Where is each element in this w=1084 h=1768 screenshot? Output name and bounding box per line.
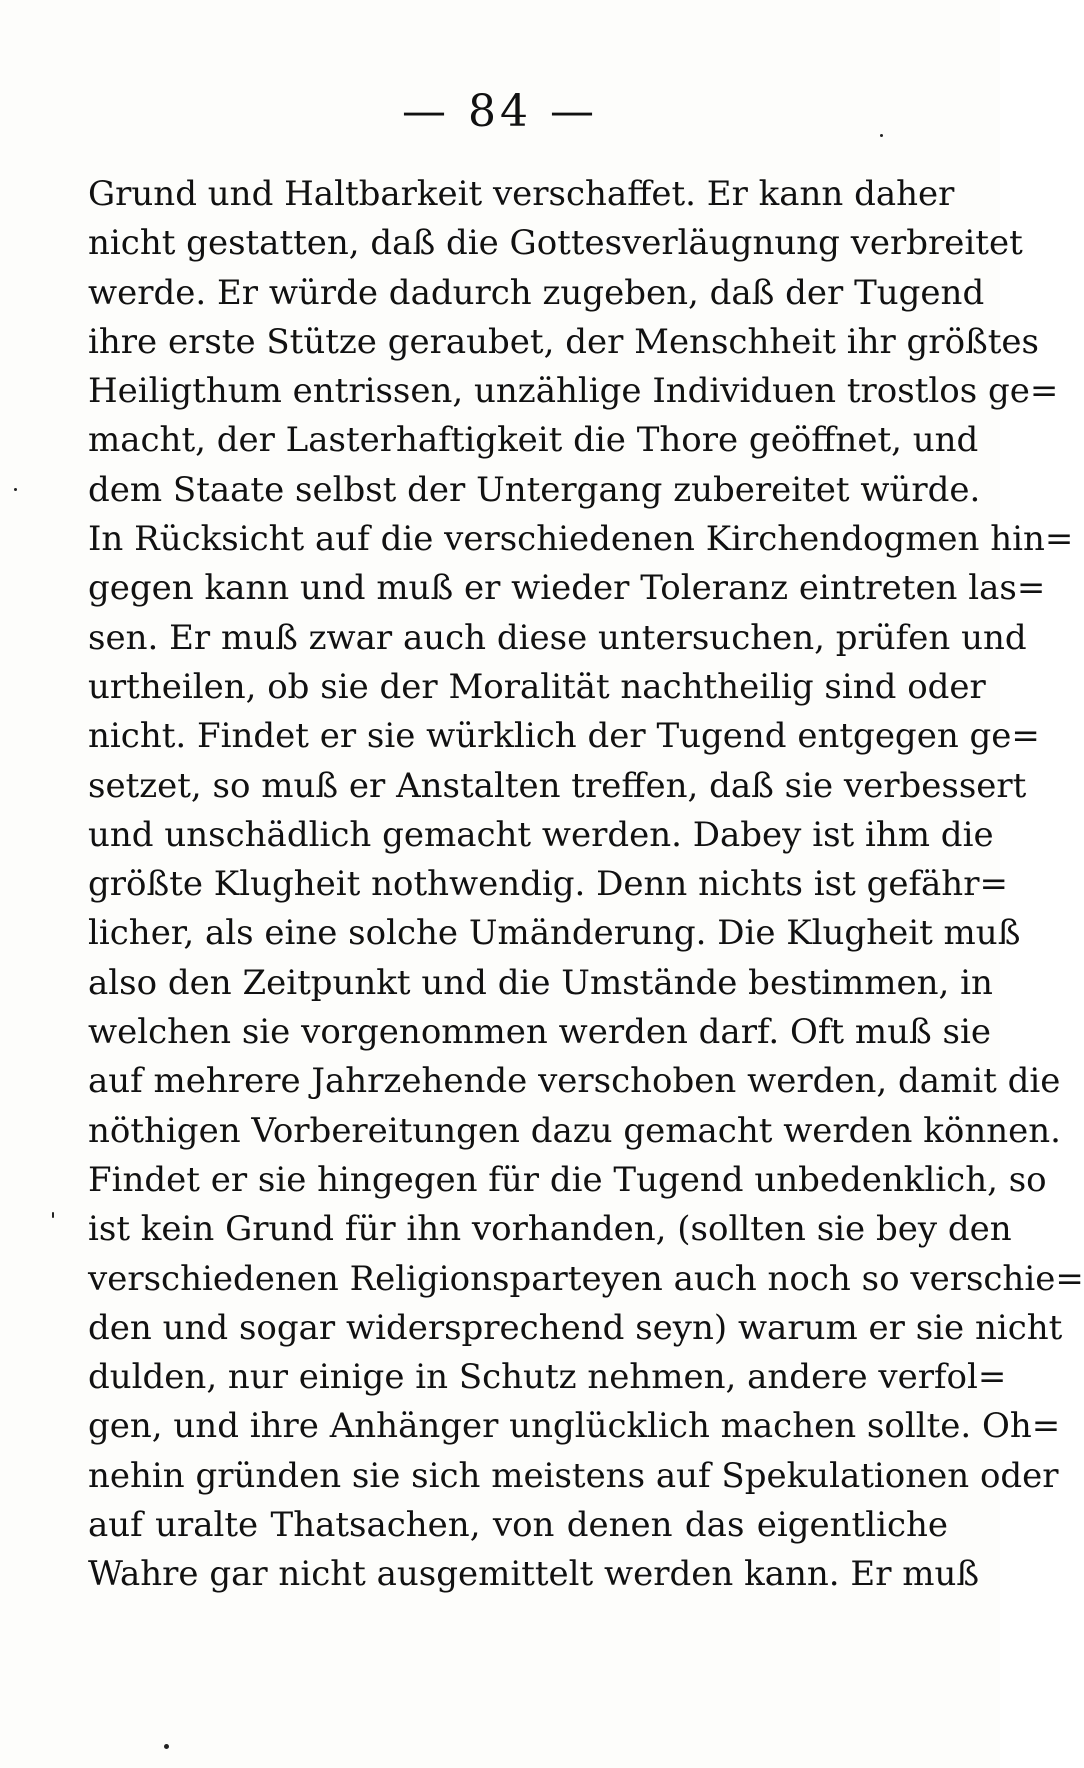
text-line: In Rücksicht auf die verschiedenen Kirchendogmen hin= [88,519,1074,560]
text-line: auf uralte Thatsachen, von denen das eigentliche [88,1505,948,1546]
text-line: also den Zeitpunkt und die Umstände bestimmen, in [88,962,993,1003]
ink-speck [14,488,17,491]
ink-speck [880,134,883,137]
text-line: und unschädlich gemacht werden. Dabey ist ihm die [88,814,994,855]
text-line: auf mehrere Jahrzehende verschoben werden, damit die [88,1061,1061,1102]
text-line: nehin gründen sie sich meistens auf Spekulationen oder [88,1455,1059,1496]
text-line: nicht gestatten, daß die Gottesverläugnung verbreitet [88,223,1023,264]
text-line: licher, als eine solche Umänderung. Die Klugheit muß [88,913,1021,954]
text-line: ihre erste Stütze geraubet, der Menschheit ihr größtes [88,321,1039,362]
text-line: nöthigen Vorbereitungen dazu gemacht werden können. [88,1110,1061,1151]
text-line: welchen sie vorgenommen werden darf. Oft muß sie [88,1012,991,1053]
text-line: verschiedenen Religionsparteyen auch noch so verschie= [88,1258,1084,1299]
text-line: Wahre gar nicht ausgemittelt werden kann. Er muß [88,1554,980,1595]
text-line: größte Klugheit nothwendig. Denn nichts ist gefähr= [88,864,1008,905]
text-line: gegen kann und muß er wieder Toleranz eintreten las= [88,568,1046,609]
text-line: dem Staate selbst der Untergang zubereitet würde. [88,469,981,510]
text-line: den und sogar widersprechend seyn) warum er sie nicht [88,1307,1063,1348]
text-line: Grund und Haltbarkeit verschaffet. Er kann daher [88,174,955,214]
text-line: Findet er sie hingegen für die Tugend unbedenklich, so [88,1159,1047,1200]
text-line: dulden, nur einige in Schutz nehmen, andere verfol= [88,1357,1007,1398]
text-line: nicht. Findet er sie würklich der Tugend entgegen ge= [88,716,1040,757]
text-line: werde. Er würde dadurch zugeben, daß der Tugend [88,272,985,313]
text-line: setzet, so muß er Anstalten treffen, daß sie verbessert [88,765,1027,806]
text-line: urtheilen, ob sie der Moralität nachtheilig sind oder [88,666,986,707]
text-line: gen, und ihre Anhänger unglücklich machen sollte. Oh= [88,1406,1061,1447]
text-line: sen. Er muß zwar auch diese untersuchen, prüfen und [88,617,1027,658]
text-line: macht, der Lasterhaftigkeit die Thore geöffnet, und [88,420,979,461]
ink-speck [164,1744,169,1749]
ink-speck [52,1212,54,1218]
text-line: Heiligthum entrissen, unzählige Individuen trostlos ge= [88,371,1059,412]
text-line: ist kein Grund für ihn vorhanden, (sollten sie bey den [88,1209,1012,1250]
page-number: — 84 — [402,86,598,137]
body-text [88,170,1084,1600]
